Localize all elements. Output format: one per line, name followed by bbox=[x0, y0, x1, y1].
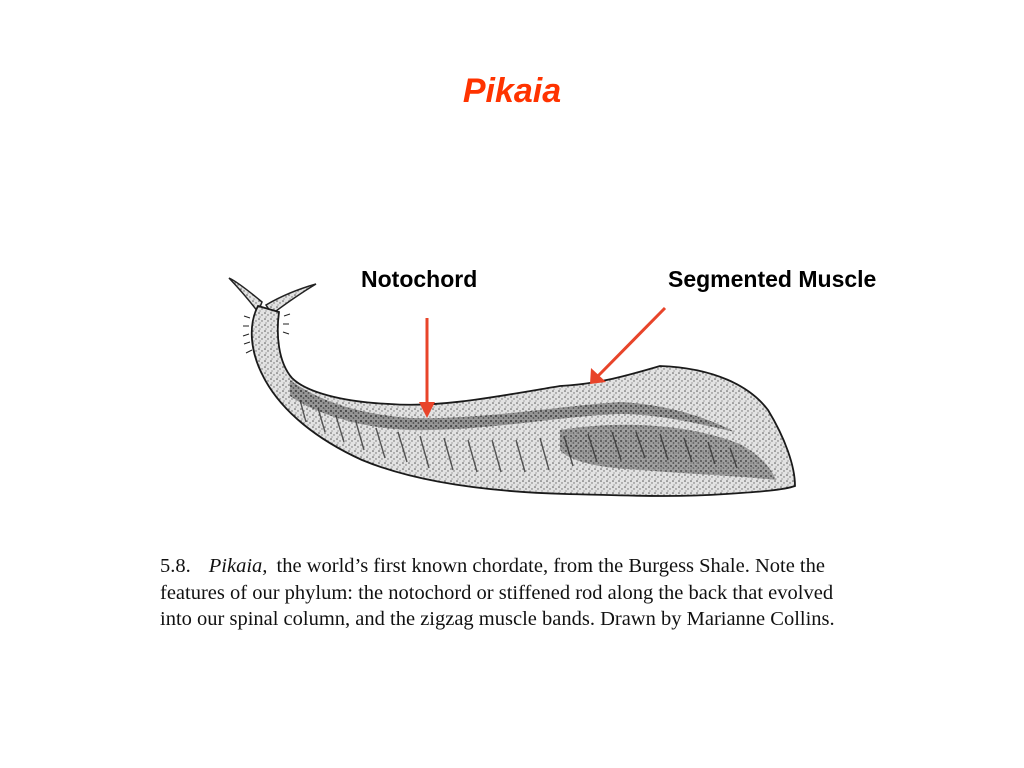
caption-species-name: Pikaia, bbox=[208, 555, 268, 577]
muscle-arrow-shaft bbox=[598, 308, 665, 376]
figure-caption bbox=[160, 553, 860, 633]
figure-number: 5.8. bbox=[160, 555, 191, 577]
slide-title: Pikaia bbox=[462, 72, 562, 110]
notochord-label: Notochord bbox=[361, 266, 478, 292]
segmented-muscle-label: Segmented Muscle bbox=[668, 266, 877, 292]
caption-text: the world’s first known chordate, from the Burgess Shale. Note the features of our phylum: the notochord or stiffened rod along the back that evolved into our spinal column, and the zigzag muscle bands. Drawn by Marianne Collins. bbox=[160, 555, 835, 630]
